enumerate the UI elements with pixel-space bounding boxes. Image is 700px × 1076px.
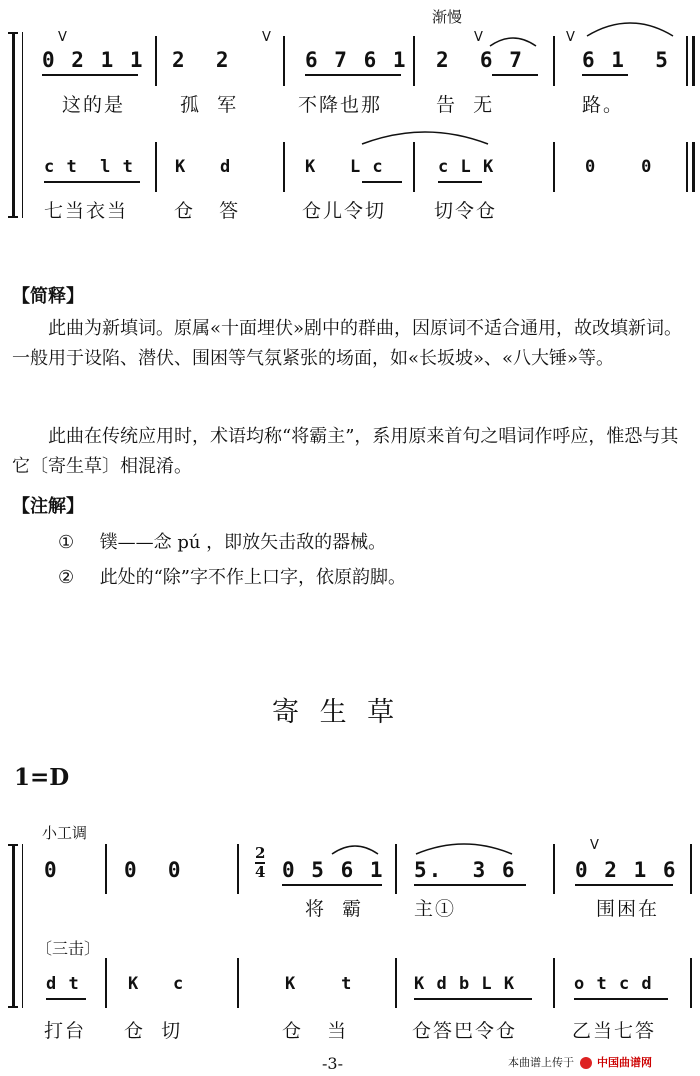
lyric: 切令仓	[434, 200, 498, 222]
slur	[585, 18, 675, 38]
time-signature: 2 4	[255, 844, 266, 881]
tempo-mark: 渐慢	[432, 8, 463, 26]
lyric: 仓儿令切	[302, 200, 387, 222]
lyric: 将 霸	[305, 898, 364, 920]
percussion: d t	[46, 974, 80, 994]
mode-label: 小工调	[42, 824, 88, 842]
page-number: -3-	[322, 1054, 343, 1073]
lyric: 仓答巴令仓	[412, 1020, 518, 1042]
system-bracket	[12, 32, 15, 218]
lyric: 七当衣当	[44, 200, 129, 222]
measure-notes: 2 6 7	[436, 48, 524, 72]
zhujie-item	[58, 528, 386, 558]
watermark-logo-icon	[580, 1057, 592, 1069]
watermark: 本曲谱上传于 中国曲谱网	[508, 1056, 652, 1069]
measure-notes: 0 5 6 1	[282, 858, 385, 882]
zhujie-text: 镤——念 pú ，即放矢击敌的器械。	[99, 532, 387, 553]
measure-notes: 0 2 1 1	[42, 48, 145, 72]
lyric: 围困在	[596, 898, 660, 920]
lyric: 仓 当	[282, 1020, 349, 1042]
jianshi-paragraph-1: 此曲为新填词。原属«十面埋伏»剧中的群曲，因原词不适合通用，故改填新词。一般用于设陷、潜伏、围困等气氛紧张的场面，如«长坂坡»、«八大锤»等。	[12, 318, 683, 369]
slur	[488, 34, 538, 48]
lyric: 孤 军	[180, 94, 239, 116]
percussion: K c	[128, 974, 185, 994]
measure-notes: 0 2 1 6	[575, 858, 678, 882]
measure-notes: 6 7 6 1	[305, 48, 408, 72]
percussion: K t	[285, 974, 353, 994]
zhujie-heading: 【注解】	[12, 496, 84, 517]
slur	[414, 840, 514, 856]
slur	[360, 128, 490, 146]
lyric: 告 无	[436, 94, 495, 116]
breath-mark: V	[58, 30, 67, 45]
percussion-label: 〔三击〕	[36, 939, 101, 958]
percussion: c t l t	[44, 157, 134, 177]
measure-notes: 6 1 5	[582, 48, 670, 72]
percussion: 0 0	[585, 157, 653, 177]
percussion: K d	[175, 157, 232, 177]
percussion: K L c	[305, 157, 384, 177]
lyric: 这的是	[62, 94, 126, 116]
lyric: 仓 切	[124, 1020, 183, 1042]
jianshi-heading: 【简释】	[12, 286, 84, 307]
jianshi-paragraph-2: 此曲在传统应用时，术语均称“将霸主”，系用原来首句之唱词作呼应，惟恐与其它〔寄生草〕相混淆。	[12, 426, 679, 477]
measure-notes: 0 0	[124, 858, 183, 882]
lyric: 主①	[414, 898, 457, 920]
measure-notes: 5. 3 6	[414, 858, 517, 882]
breath-mark: V	[474, 30, 483, 45]
lyric: 路。	[582, 94, 625, 116]
measure-notes: 2 2	[172, 48, 231, 72]
measure-notes: 0	[44, 858, 59, 882]
key-signature: 1=D	[14, 764, 70, 791]
zhujie-num: ②	[58, 567, 75, 588]
slur	[330, 842, 380, 856]
lyric: 仓 答	[174, 200, 241, 222]
breath-mark: V	[566, 30, 575, 45]
song-title: 寄 生 草	[272, 697, 401, 728]
breath-mark: V	[262, 30, 271, 45]
lyric: 不降也那	[298, 94, 383, 116]
lyric: 乙当七答	[572, 1020, 657, 1042]
zhujie-num: ①	[58, 532, 75, 553]
lyric: 打台	[44, 1020, 87, 1042]
percussion: c L K	[438, 157, 495, 177]
percussion: o t c d	[574, 974, 653, 994]
zhujie-item	[58, 563, 406, 593]
zhujie-text: 此处的“除”字不作上口字，依原韵脚。	[99, 567, 407, 588]
breath-mark: V	[590, 838, 599, 853]
percussion: K d b L K	[414, 974, 516, 994]
